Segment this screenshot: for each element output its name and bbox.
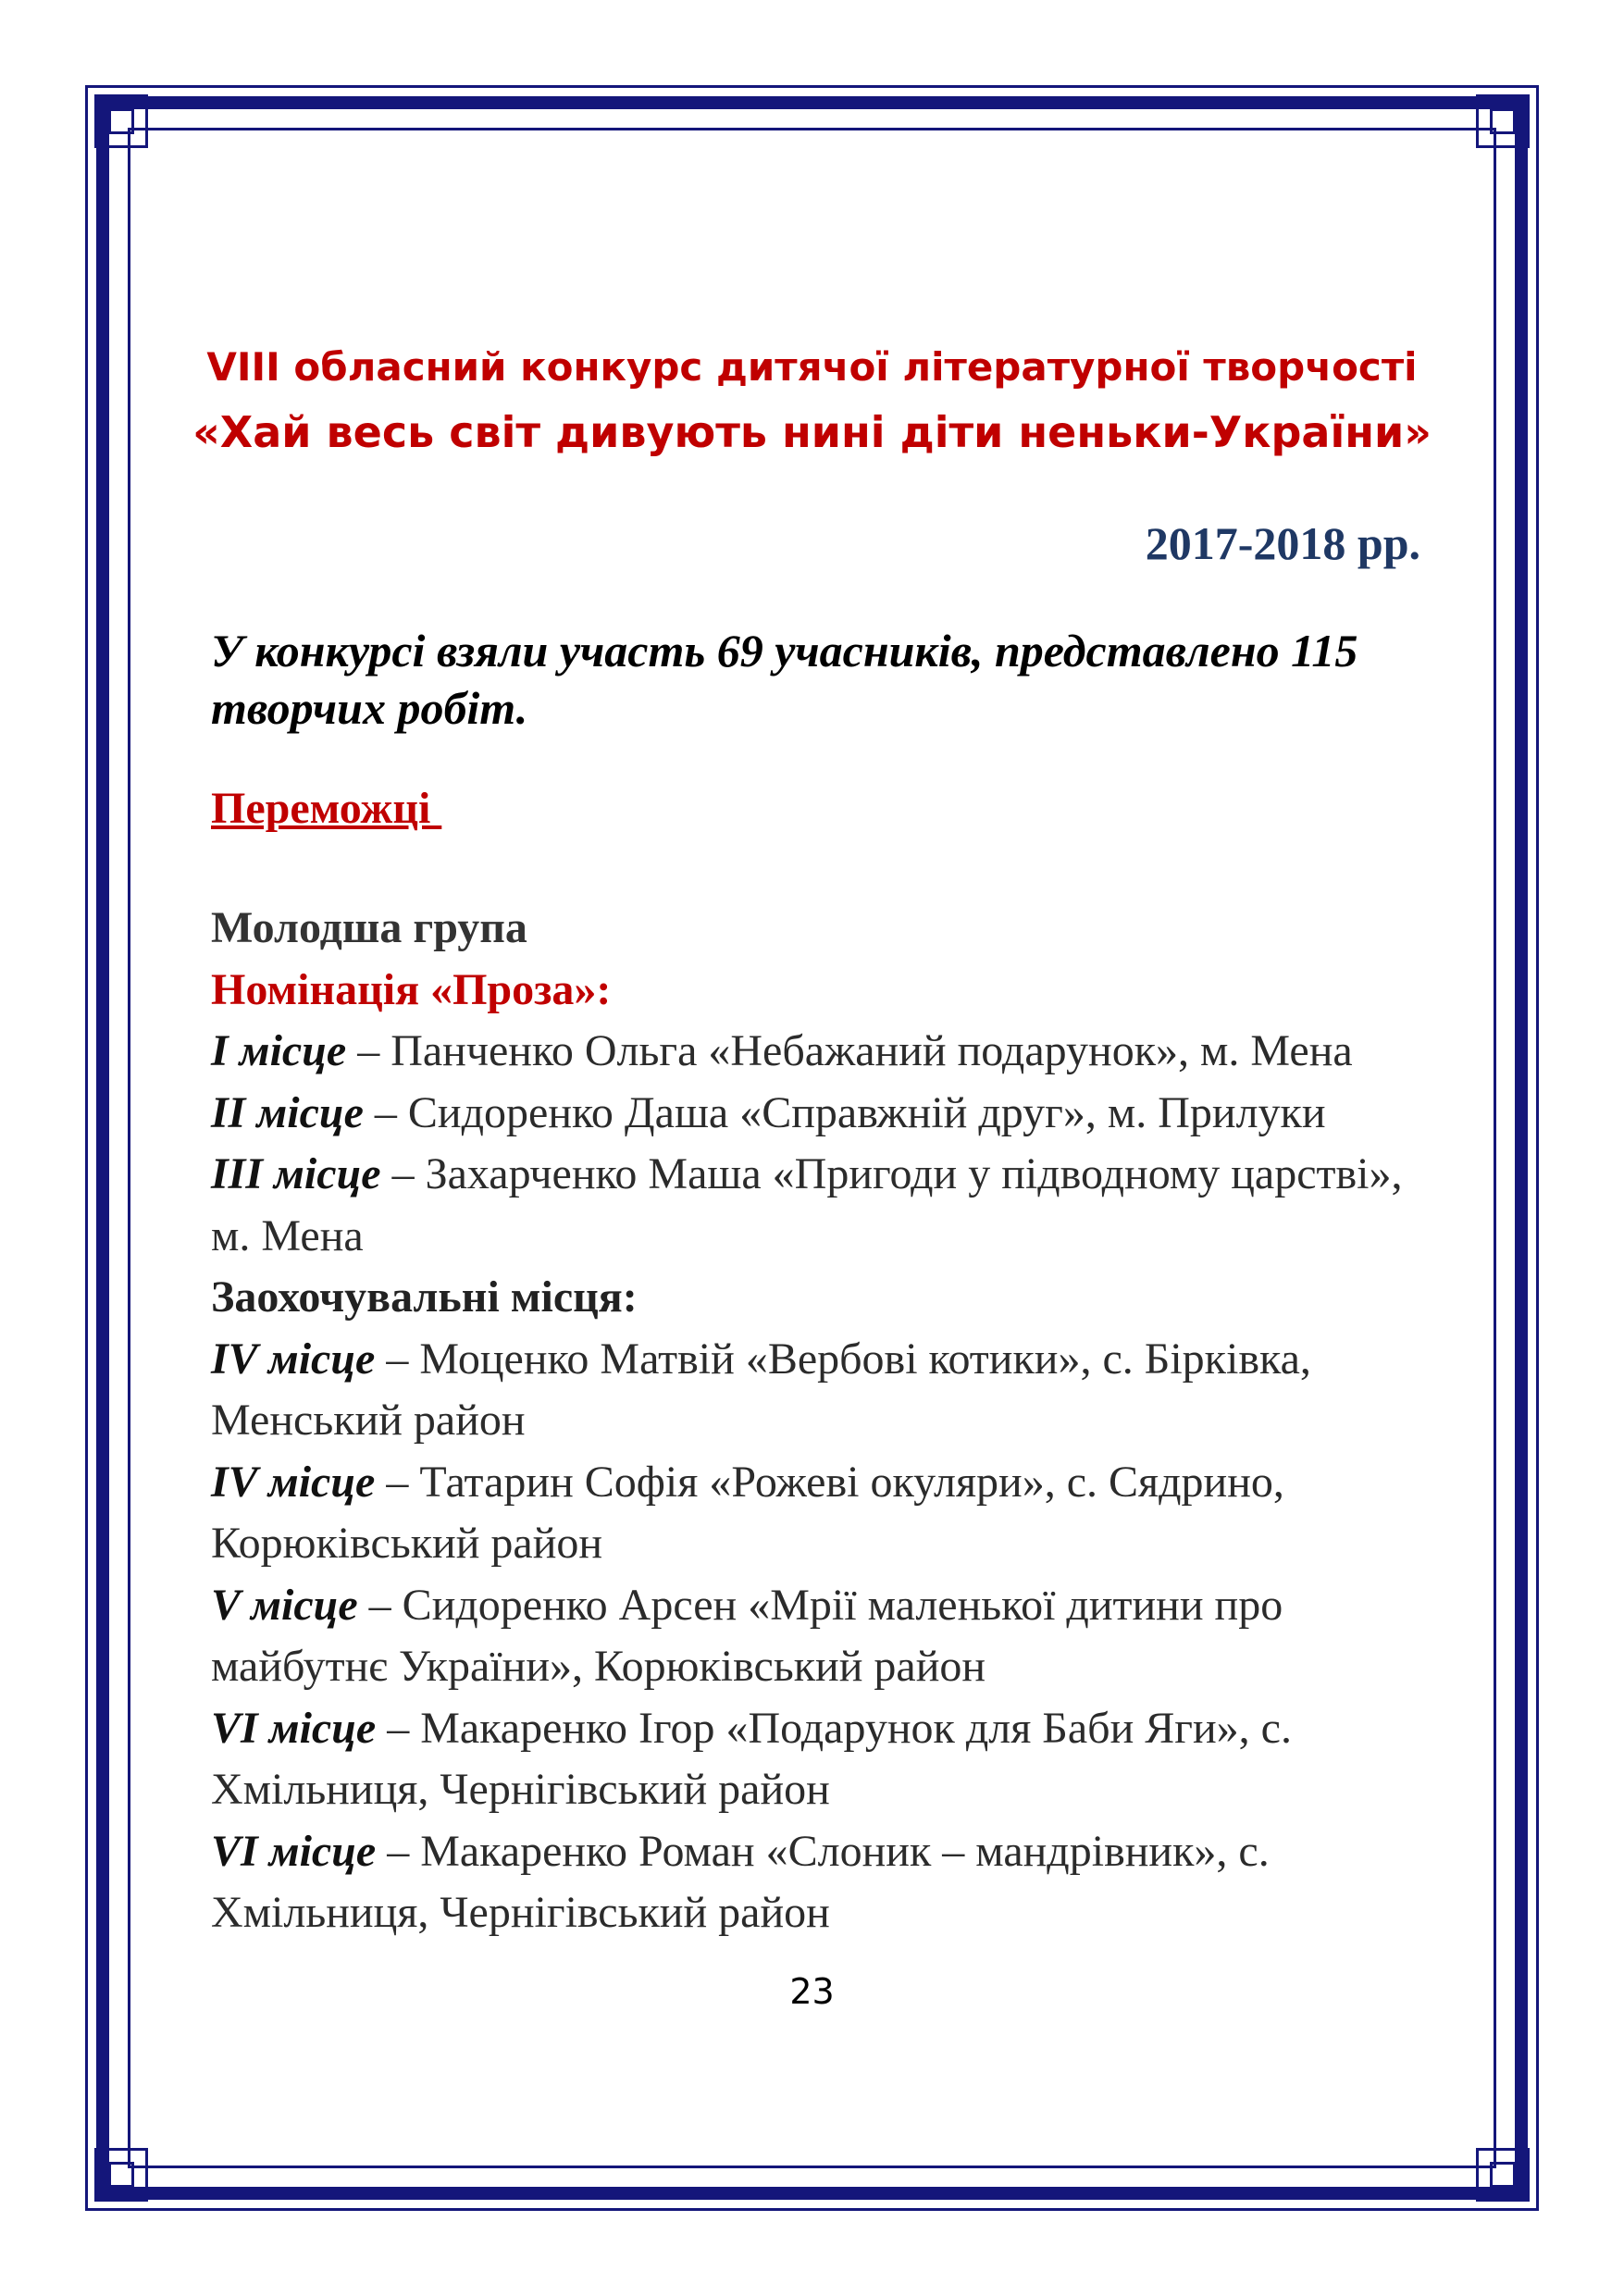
entry-text: – Татарин Софія «Рожеві окуляри», с. Сядрино, Корюківський район	[211, 1457, 1284, 1568]
place-label: V місце	[211, 1580, 358, 1630]
age-group-heading: Молодша група	[211, 903, 527, 952]
participation-summary: У конкурсі взяли участь 69 учасників, представлено 115 творчих робіт.	[211, 625, 1358, 734]
corner-ornament-bottom-right	[1476, 2148, 1530, 2202]
encouragement-heading: Заохочувальні місця:	[211, 1272, 638, 1322]
entry-text: – Панченко Ольга «Небажаний подарунок», м. Мена	[346, 1026, 1353, 1075]
place-label: I місце	[211, 1026, 347, 1075]
place-label: IV місце	[211, 1334, 376, 1384]
entry-text: – Сидоренко Арсен «Мрії маленької дитини про майбутнє України», Корюківський район	[211, 1580, 1283, 1691]
place-label: VI місце	[211, 1826, 377, 1876]
contest-title-line-1: VIII обласний конкурс дитячої літературної творчості	[206, 344, 1418, 390]
corner-ornament-top-right	[1476, 94, 1530, 148]
place-label: III місце	[211, 1149, 381, 1198]
place-label: IV місце	[211, 1457, 376, 1507]
nomination-heading: Номінація «Проза»:	[211, 964, 612, 1014]
list-item	[211, 1329, 1451, 1452]
corner-ornament-top-left	[94, 94, 148, 148]
place-label: II місце	[211, 1087, 364, 1137]
entry-text: – Сидоренко Даша «Справжній друг», м. Прилуки	[363, 1087, 1326, 1137]
entry-text: – Макаренко Ігор «Подарунок для Баби Яги», с. Хмільниця, Чернігівський район	[211, 1703, 1292, 1814]
page-number: 23	[789, 1971, 835, 2012]
entry-text: – Макаренко Роман «Слоник – мандрівник», с. Хмільниця, Чернігівський район	[211, 1826, 1270, 1937]
contest-years: 2017-2018 рр.	[1145, 517, 1420, 569]
entry-text: – Захарченко Маша «Пригоди у підводному царстві», м. Мена	[211, 1149, 1403, 1260]
list-item	[211, 1452, 1451, 1575]
results-list	[211, 898, 1451, 1944]
list-item	[211, 1021, 1451, 1083]
list-item	[211, 1144, 1451, 1267]
list-item	[211, 1575, 1451, 1698]
list-item	[211, 1821, 1451, 1944]
winners-heading: Переможці	[211, 784, 442, 833]
corner-ornament-bottom-left	[94, 2148, 148, 2202]
list-item	[211, 1083, 1451, 1145]
list-item	[211, 1698, 1451, 1821]
entry-text: – Моценко Матвій «Вербові котики», с. Бірківка, Менський район	[211, 1334, 1311, 1445]
contest-title-line-2: «Хай весь світ дивують нині діти неньки-України»	[192, 407, 1432, 457]
place-label: VI місце	[211, 1703, 377, 1753]
